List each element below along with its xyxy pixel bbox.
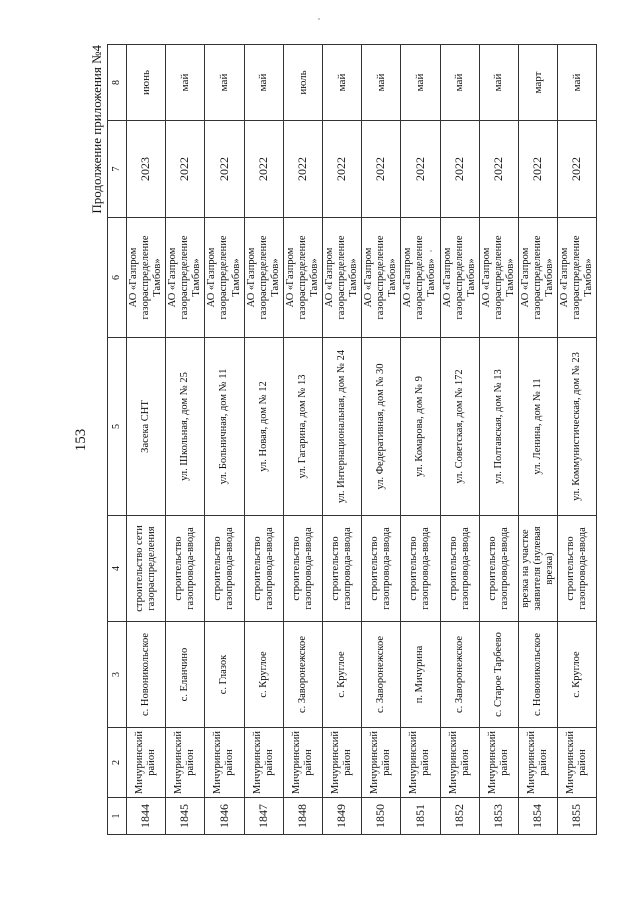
row-number: 1850	[362, 798, 401, 835]
address-cell: ул. Школьная, дом № 25	[166, 338, 205, 516]
address-cell: Засека СНТ	[127, 338, 166, 516]
locality-cell: с. Круглое	[244, 622, 283, 728]
address-cell: ул. Советская, дом № 172	[440, 338, 479, 516]
year-cell: 2022	[558, 121, 597, 218]
organization-cell: АО «Газпром газораспределение Тамбов»	[401, 218, 440, 338]
year-cell: 2022	[401, 121, 440, 218]
address-cell: ул. Больничная, дом № 11	[205, 338, 244, 516]
column-header: 7	[108, 121, 127, 218]
table-row	[440, 45, 479, 835]
work-type-cell: строительство газопровода-ввода	[166, 516, 205, 622]
organization-cell: АО «Газпром газораспределение Тамбов»	[362, 218, 401, 338]
work-type-cell: строительство газопровода-ввода	[362, 516, 401, 622]
work-type-cell: строительство сети газораспределения	[127, 516, 166, 622]
address-cell: ул. Интернациональная, дом № 24	[322, 338, 361, 516]
work-type-cell: строительство газопровода-ввода	[205, 516, 244, 622]
row-number: 1853	[479, 798, 518, 835]
column-header: 5	[108, 338, 127, 516]
table-body	[127, 45, 597, 835]
district-cell: Мичуринский район	[205, 728, 244, 798]
table-row	[205, 45, 244, 835]
locality-cell: с. Старое Тарбеево	[479, 622, 518, 728]
column-header: 8	[108, 45, 127, 121]
row-number: 1851	[401, 798, 440, 835]
work-type-cell: строительство газопровода-ввода	[322, 516, 361, 622]
year-cell: 2023	[127, 121, 166, 218]
column-header: 1	[108, 798, 127, 835]
organization-cell: АО «Газпром газораспределение Тамбов»	[518, 218, 557, 338]
year-cell: 2022	[283, 121, 322, 218]
district-cell: Мичуринский район	[166, 728, 205, 798]
column-header: 2	[108, 728, 127, 798]
month-cell: май	[401, 45, 440, 121]
locality-cell: с. Заворонежское	[283, 622, 322, 728]
table-row	[479, 45, 518, 835]
work-type-cell: строительство газопровода-ввода	[244, 516, 283, 622]
month-cell: май	[440, 45, 479, 121]
work-type-cell: строительство газопровода-ввода	[440, 516, 479, 622]
organization-cell: АО «Газпром газораспределение Тамбов»	[127, 218, 166, 338]
document-sheet	[73, 45, 595, 835]
year-cell: 2022	[362, 121, 401, 218]
column-header: 6	[108, 218, 127, 338]
work-type-cell: строительство газопровода-ввода	[401, 516, 440, 622]
locality-cell: с. Заворонежское	[440, 622, 479, 728]
column-header: 3	[108, 622, 127, 728]
row-number: 1848	[283, 798, 322, 835]
locality-cell: с. Новоникольское	[127, 622, 166, 728]
work-type-cell: строительство газопровода-ввода	[558, 516, 597, 622]
row-number: 1847	[244, 798, 283, 835]
month-cell: май	[479, 45, 518, 121]
address-cell: ул. Коммунистическая, дом № 23	[558, 338, 597, 516]
organization-cell: АО «Газпром газораспределение Тамбов»	[283, 218, 322, 338]
table-row	[283, 45, 322, 835]
district-cell: Мичуринский район	[322, 728, 361, 798]
month-cell: май	[362, 45, 401, 121]
organization-cell: АО «Газпром газораспределение Тамбов»	[244, 218, 283, 338]
locality-cell: с. Еланчино	[166, 622, 205, 728]
organization-cell: АО «Газпром газораспределение Тамбов»	[479, 218, 518, 338]
month-cell: май	[244, 45, 283, 121]
table-row	[362, 45, 401, 835]
table-row	[322, 45, 361, 835]
row-number: 1852	[440, 798, 479, 835]
address-cell: ул. Ленина, дом № 11	[518, 338, 557, 516]
row-number: 1849	[322, 798, 361, 835]
district-cell: Мичуринский район	[283, 728, 322, 798]
district-cell: Мичуринский район	[479, 728, 518, 798]
organization-cell: АО «Газпром газораспределение Тамбов»	[440, 218, 479, 338]
year-cell: 2022	[440, 121, 479, 218]
year-cell: 2022	[479, 121, 518, 218]
row-number: 1854	[518, 798, 557, 835]
month-cell: май	[205, 45, 244, 121]
organization-cell: АО «Газпром газораспределение Тамбов»	[205, 218, 244, 338]
address-cell: ул. Гагарина, дом № 13	[283, 338, 322, 516]
row-number: 1844	[127, 798, 166, 835]
row-number: 1855	[558, 798, 597, 835]
column-header: 4	[108, 516, 127, 622]
table-row	[244, 45, 283, 835]
district-cell: Мичуринский район	[558, 728, 597, 798]
address-cell: ул. Полтавская, дом № 13	[479, 338, 518, 516]
table-row	[127, 45, 166, 835]
district-cell: Мичуринский район	[244, 728, 283, 798]
year-cell: 2022	[166, 121, 205, 218]
organization-cell: АО «Газпром газораспределение Тамбов»	[166, 218, 205, 338]
table-row	[401, 45, 440, 835]
locality-cell: п. Мичурина	[401, 622, 440, 728]
locality-cell: с. Круглое	[558, 622, 597, 728]
table-row	[558, 45, 597, 835]
address-cell: ул. Новая, дом № 12	[244, 338, 283, 516]
month-cell: май	[558, 45, 597, 121]
locality-cell: с. Заворонежское	[362, 622, 401, 728]
organization-cell: АО «Газпром газораспределение Тамбов»	[322, 218, 361, 338]
address-cell: ул. Федеративная, дом № 30	[362, 338, 401, 516]
year-cell: 2022	[244, 121, 283, 218]
table-row	[518, 45, 557, 835]
continuation-note: Продолжение приложения №4	[89, 45, 104, 214]
district-cell: Мичуринский район	[440, 728, 479, 798]
work-type-cell: строительство газопровода-ввода	[479, 516, 518, 622]
year-cell: 2022	[322, 121, 361, 218]
organization-cell: АО «Газпром газораспределение Тамбов»	[558, 218, 597, 338]
locality-cell: с. Новоникольское	[518, 622, 557, 728]
month-cell: май	[322, 45, 361, 121]
year-cell: 2022	[518, 121, 557, 218]
year-cell: 2022	[205, 121, 244, 218]
district-cell: Мичуринский район	[401, 728, 440, 798]
page-number: 153	[73, 428, 89, 452]
month-cell: июнь	[127, 45, 166, 121]
month-cell: март	[518, 45, 557, 121]
row-number: 1846	[205, 798, 244, 835]
month-cell: июль	[283, 45, 322, 121]
district-cell: Мичуринский район	[518, 728, 557, 798]
locality-cell: с. Круглое	[322, 622, 361, 728]
work-type-cell: строительство газопровода-ввода	[283, 516, 322, 622]
address-cell: ул. Комарова, дом № 9	[401, 338, 440, 516]
district-cell: Мичуринский район	[362, 728, 401, 798]
header-row	[108, 45, 127, 835]
data-table	[107, 44, 597, 835]
district-cell: Мичуринский район	[127, 728, 166, 798]
work-type-cell: врезка на участке заявителя (нулевая врезка)	[518, 516, 557, 622]
locality-cell: с. Глазок	[205, 622, 244, 728]
table-row	[166, 45, 205, 835]
row-number: 1845	[166, 798, 205, 835]
month-cell: май	[166, 45, 205, 121]
